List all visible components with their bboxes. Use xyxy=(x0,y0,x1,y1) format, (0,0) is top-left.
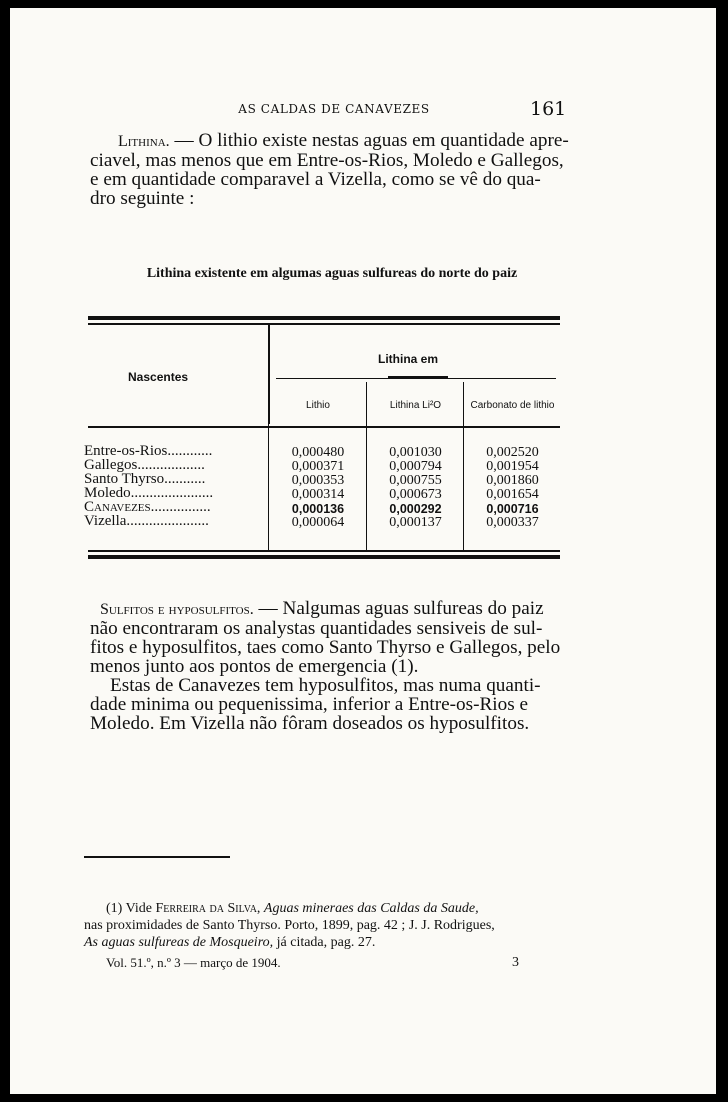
column-lithio-values xyxy=(270,446,366,530)
column-lithina-values xyxy=(368,446,463,530)
table-bottom-rule-thin xyxy=(88,550,560,552)
lithina-line-4: dro seguinte : xyxy=(90,188,195,209)
col-divider-0 xyxy=(268,424,269,550)
row-names xyxy=(84,444,264,528)
canavezes-line-1: Estas de Canavezes tem hyposulfitos, mas numa quanti- xyxy=(110,675,541,696)
table-cell: 0,000673 xyxy=(389,487,442,502)
col-divider-1 xyxy=(366,382,367,550)
table-cell: 0,002520 xyxy=(486,445,539,460)
table-cell: 0,000337 xyxy=(486,515,539,530)
sulfitos-line-2: não encontraram os analystas quantidades sensiveis de sul- xyxy=(90,618,543,639)
running-title: AS CALDAS DE CANAVEZES xyxy=(238,102,430,116)
table-cell: 0,000371 xyxy=(291,459,345,474)
footnote xyxy=(84,900,564,951)
lithina-paragraph xyxy=(90,131,570,208)
footnote-separator xyxy=(84,856,230,858)
table-cell: 0,000137 xyxy=(389,515,442,530)
footnote-line-3: As aguas sulfureas de Mosqueiro, já citada, pag. 27. xyxy=(84,935,376,950)
lithina-line-1: Lithina. — O lithio existe nestas aguas em quantidade apre- xyxy=(118,130,569,151)
table-cell-bold: 0,000292 xyxy=(389,502,442,516)
header-bottom-rule xyxy=(88,426,560,428)
column-header-lithina-li2o: Lithina Li²O xyxy=(389,400,442,411)
column-header-lithio: Lithio xyxy=(306,400,330,411)
footnote-line-2: nas proximidades de Santo Thyrso. Porto, 1899, pag. 42 ; J. J. Rodrigues, xyxy=(84,918,495,933)
col-divider-2 xyxy=(463,382,464,550)
table-cell: 0,000480 xyxy=(291,445,345,460)
table-cell: 0,000064 xyxy=(291,515,345,530)
table-row-name: Moledo...................... xyxy=(84,485,214,501)
table-cell: 0,001954 xyxy=(486,459,539,474)
sulfitos-line-1: Sulfitos e hyposulfitos. — Nalgumas aguas sulfureas do paiz xyxy=(100,598,544,619)
table-top-rule-thin xyxy=(88,323,560,325)
lithina-line-3: e em quantidade comparavel a Vizella, como se vê do qua- xyxy=(90,169,541,190)
lithina-line-2: ciavel, mas menos que em Entre-os-Rios, Moledo e Gallegos, xyxy=(90,150,564,171)
column-header-carbonato: Carbonato de lithio xyxy=(470,400,555,411)
table-row-name: Entre-os-Rios............ xyxy=(84,444,213,459)
table-cell-bold: 0,000136 xyxy=(291,502,345,516)
group-brace-center xyxy=(388,376,448,379)
table-top-rule xyxy=(88,316,560,320)
table-cell: 0,000314 xyxy=(291,487,345,502)
table-row-name: Gallegos.................. xyxy=(84,457,205,473)
book-page xyxy=(10,8,716,1094)
canavezes-line-3: Moledo. Em Vizella não fôram doseados os hyposulfitos. xyxy=(90,713,530,734)
canavezes-line-2: dade minima ou pequenissima, inferior a Entre-os-Rios e xyxy=(90,694,528,715)
table-cell: 0,001654 xyxy=(486,487,539,502)
header-lithina-em: Lithina em xyxy=(378,352,439,366)
lithina-table xyxy=(84,316,560,564)
table-row-name: Santo Thyrso........... xyxy=(84,471,206,487)
table-cell: 0,001860 xyxy=(486,473,539,488)
column-carbonato-values xyxy=(465,446,560,530)
footnote-line-1: (1) Vide Ferreira da Silva, Aguas mineraes das Caldas da Saude, xyxy=(106,901,479,916)
page-number: 161 xyxy=(530,98,567,120)
sulfitos-line-3: fitos e hyposulfitos, taes como Santo Thyrso e Gallegos, pelo xyxy=(90,637,561,658)
table-cell: 0,000794 xyxy=(389,459,442,474)
table-row-name: Vizella...................... xyxy=(84,513,209,528)
table-row-name-canavezes: Canavezes................ xyxy=(84,499,211,515)
sulfitos-heading: Sulfitos e hyposulfitos. xyxy=(100,601,254,618)
sulfitos-paragraph xyxy=(90,599,570,733)
volume-signature: Vol. 51.º, n.º 3 — março de 1904. xyxy=(106,955,281,970)
table-cell: 0,000353 xyxy=(291,473,345,488)
table-cell-bold: 0,000716 xyxy=(486,502,539,516)
sheet-signature: 3 xyxy=(512,955,519,970)
lithina-heading: Lithina. xyxy=(118,133,170,150)
table-caption: Lithina existente em algumas aguas sulfureas do norte do paiz xyxy=(146,266,518,281)
table-bottom-rule xyxy=(88,555,560,559)
header-nascentes: Nascentes xyxy=(128,370,189,384)
table-cell: 0,000755 xyxy=(389,473,442,488)
table-cell: 0,001030 xyxy=(389,445,442,460)
sulfitos-line-4: menos junto aos pontos de emergencia (1). xyxy=(90,656,419,677)
